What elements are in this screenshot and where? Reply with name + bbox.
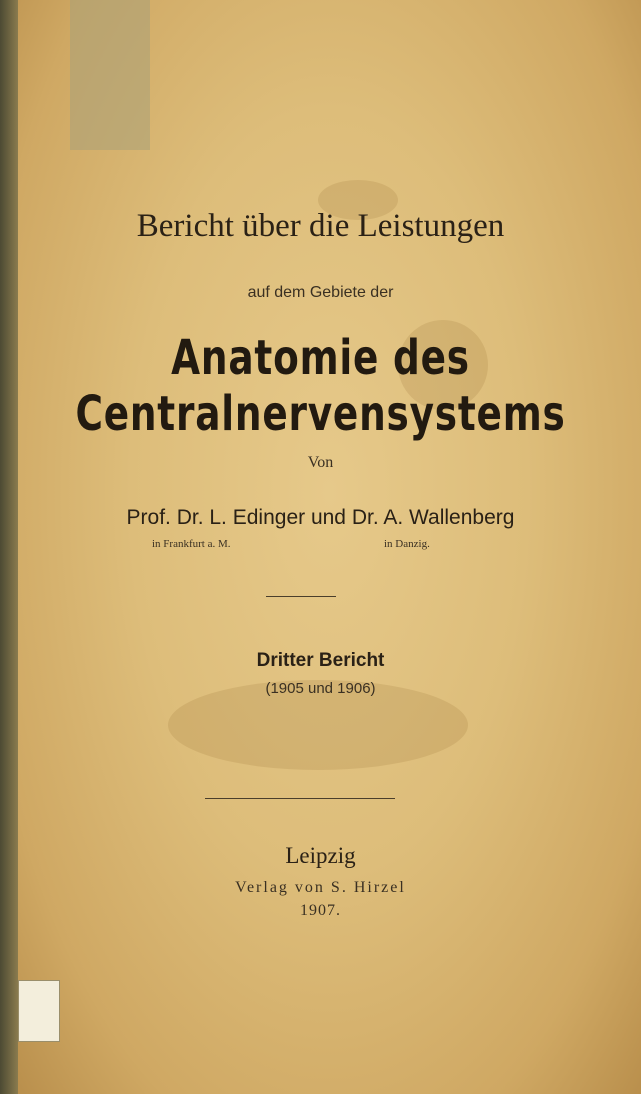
main-title: Anatomie des Centralnervensystems <box>75 330 566 442</box>
library-label <box>18 980 60 1042</box>
report-years: (1905 und 1906) <box>265 680 376 697</box>
publication-year: 1907. <box>300 902 341 919</box>
author-city-right: in Danzig. <box>384 538 430 550</box>
authors: Prof. Dr. L. Edinger und Dr. A. Wallenberg <box>126 506 515 529</box>
cover-page <box>18 0 641 1094</box>
book-edge <box>0 0 18 1094</box>
divider <box>205 798 395 799</box>
divider <box>266 596 336 597</box>
title-line-1: Bericht über die Leistungen <box>136 208 505 244</box>
tape-strip <box>70 0 150 150</box>
publisher: Verlag von S. Hirzel <box>235 879 406 896</box>
report-title: Dritter Bericht <box>256 650 385 671</box>
by-label: Von <box>307 454 334 471</box>
title-line-2: auf dem Gebiete der <box>247 284 394 301</box>
publication-place: Leipzig <box>285 843 356 868</box>
author-city-left: in Frankfurt a. M. <box>152 538 231 550</box>
